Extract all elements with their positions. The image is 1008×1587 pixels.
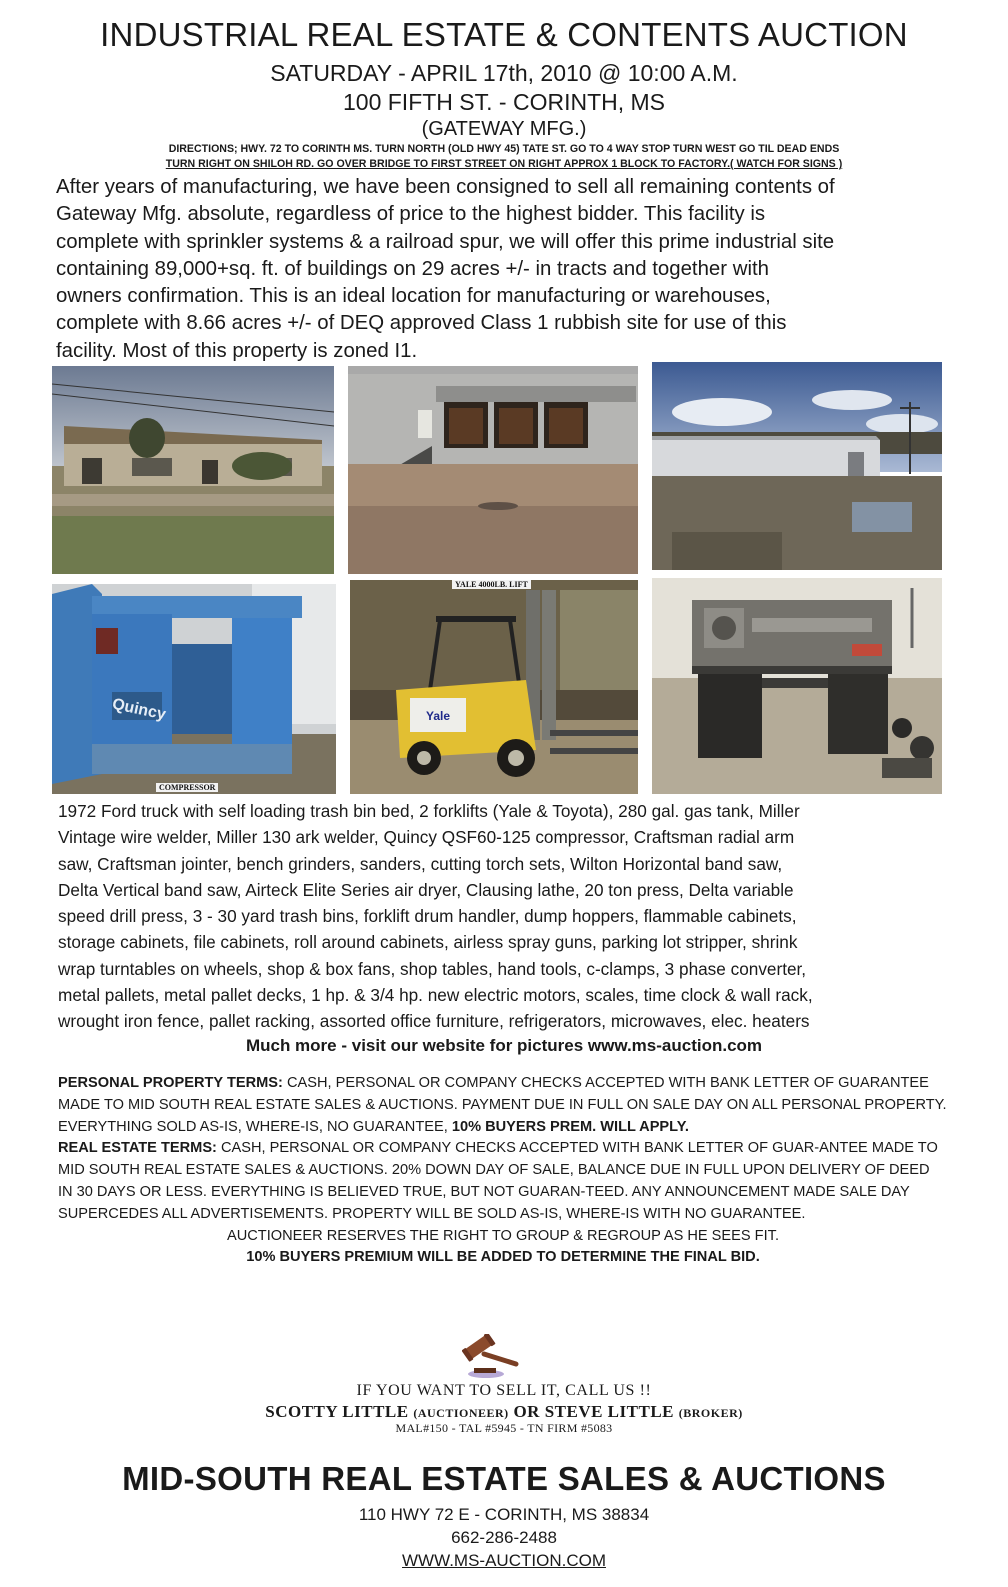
directions-line-2: TURN RIGHT ON SHILOH RD. GO OVER BRIDGE TO FIRST STREET ON RIGHT APPROX 1 BLOCK TO FACTORY.( WATCH FOR SIGNS ) [165, 158, 843, 170]
photo-lathe [652, 578, 942, 794]
call-line: IF YOU WANT TO SELL IT, CALL US !! [356, 1382, 652, 1399]
license-numbers: MAL#150 - TAL #5945 - TN FIRM #5083 [395, 1421, 613, 1435]
items-line: 1972 Ford truck with self loading trash bin bed, 2 forklifts (Yale & Toyota), 280 gal. gas tank, Miller [58, 801, 800, 821]
company-address: 110 HWY 72 E - CORINTH, MS 38834 [358, 1505, 650, 1524]
items-line: storage cabinets, file cabinets, roll around cabinets, airless spray guns, parking lot stripper, shrink [58, 932, 798, 953]
auctioneer-name: SCOTTY LITTLE [265, 1402, 409, 1421]
compressor-caption: COMPRESSOR [156, 783, 218, 792]
lift-caption: YALE 4000LB. LIFT [452, 580, 531, 589]
real-terms-label: REAL ESTATE TERMS: [58, 1140, 217, 1157]
intro-line: containing 89,000+sq. ft. of buildings on 29 acres +/- in tracts and together with [56, 257, 769, 280]
real-terms-text: CASH, PERSONAL OR COMPANY CHECKS ACCEPTED WITH BANK LETTER OF GUAR-ANTEE MADE TO MID SOUTH REAL ESTATE SALES & AUCTIONS. 20% DOWN DAY OF SALE, BALANCE DUE IN FULL UPON DELIVERY OF DEED IN 30 DAYS OR LESS. EVERYTHING IS BELIEVED TRUE, BUT NOT GUARAN-TEED. ANY ANNOUNCEMENT MADE SALE DAY SUPERCEDES ALL ADVERTISEMENTS. PROPERTY WILL BE SOLD AS-IS, WHERE-IS WITH NO GUARANTEE. [58, 1140, 938, 1222]
items-line: wrap turntables on wheels, shop & box fans, shop tables, hand tools, c-clamps, 3 phase converter, [58, 958, 807, 979]
personal-terms-label: PERSONAL PROPERTY TERMS: [58, 1075, 283, 1091]
terms-section [58, 1073, 948, 1269]
items-line: saw, Craftsman jointer, bench grinders, sanders, cutting torch sets, Wilton Horizontal band saw, [58, 853, 783, 874]
compressor-brand: Quincy [110, 695, 168, 724]
intro-line: owners confirmation. This is an ideal location for manufacturing or warehouses, [56, 285, 771, 308]
auctioneer-role: (AUCTIONEER) [413, 1406, 509, 1420]
items-line: wrought iron fence, pallet racking, assorted office furniture, refrigerators, microwaves, elec. heaters [58, 1011, 810, 1032]
or-text: OR [513, 1402, 540, 1421]
photo-compressor [52, 584, 336, 794]
personal-terms-premium: 10% BUYERS PREM. WILL APPLY. [451, 1118, 689, 1135]
intro-paragraph [56, 174, 956, 365]
auction-address: 100 FIFTH ST. - CORINTH, MS [342, 89, 666, 115]
broker-role: (BROKER) [678, 1406, 743, 1420]
personal-terms-text: CASH, PERSONAL OR COMPANY CHECKS ACCEPTED WITH BANK LETTER OF GUARANTEE MADE TO MID SOUTH REAL ESTATE SALES & AUCTIONS. PAYMENT DUE IN FULL ON SALE DAY ON ALL PERSONAL PROPERTY. EVERYTHING SOLD AS-IS, WHERE-IS, NO GUARANTEE, [58, 1075, 947, 1135]
photo-forklift [350, 580, 638, 794]
premium-line: 10% BUYERS PREMIUM WILL BE ADDED TO DETERMINE THE FINAL BID. [246, 1249, 760, 1266]
real-estate-terms [58, 1138, 948, 1225]
group-line: AUCTIONEER RESERVES THE RIGHT TO GROUP & REGROUP AS HE SEES FIT. [227, 1227, 779, 1244]
intro-line: After years of manufacturing, we have been consigned to sell all remaining contents of [56, 176, 835, 198]
gavel-icon [462, 1334, 522, 1385]
auction-company-name: MID-SOUTH REAL ESTATE SALES & AUCTIONS [122, 1460, 886, 1497]
personal-property-terms [58, 1073, 948, 1138]
intro-line: complete with sprinkler systems & a railroad spur, we will offer this prime industrial site [56, 230, 835, 253]
directions [40, 142, 968, 172]
company-name: (GATEWAY MFG.) [421, 118, 587, 140]
items-line: Delta Vertical band saw, Airteck Elite Series air dryer, Clausing lathe, 20 ton press, Delta variable [58, 879, 794, 900]
items-line: speed drill press, 3 - 30 yard trash bins, forklift drum handler, dump hoppers, flammable cabinets, [58, 906, 797, 927]
items-line: Vintage wire welder, Miller 130 ark welder, Quincy QSF60-125 compressor, Craftsman radial arm [58, 827, 795, 848]
items-line: metal pallets, metal pallet decks, 1 hp. & 3/4 hp. new electric motors, scales, time clock & wall rack, [58, 985, 813, 1006]
directions-line-1: DIRECTIONS; HWY. 72 TO CORINTH MS. TURN NORTH (OLD HWY 45) TATE ST. GO TO 4 WAY STOP TURN WEST GO TIL DEAD ENDS [168, 143, 840, 155]
intro-line: facility. Most of this property is zoned I1. [56, 339, 418, 362]
company-website-link[interactable]: WWW.MS-AUCTION.COM [402, 1551, 606, 1570]
photo-office-building [52, 366, 334, 574]
flyer-title: INDUSTRIAL REAL ESTATE & CONTENTS AUCTION [100, 16, 908, 53]
photo-loading-docks [348, 366, 638, 574]
company-phone: 662-286-2488 [451, 1528, 557, 1547]
website-line: Much more - visit our website for pictures www.ms-auction.com [245, 1036, 763, 1055]
auction-date: SATURDAY - APRIL 17th, 2010 @ 10:00 A.M. [270, 60, 738, 86]
broker-name: STEVE LITTLE [544, 1402, 674, 1421]
intro-line: complete with 8.66 acres +/- of DEQ approved Class 1 rubbish site for use of this [56, 312, 787, 335]
contacts-line [0, 1402, 1008, 1422]
intro-line: Gateway Mfg. absolute, regardless of price to the highest bidder. This facility is [56, 203, 766, 226]
photo-warehouse [652, 362, 942, 570]
forklift-brand: Yale [425, 709, 451, 723]
items-list [58, 798, 958, 1035]
